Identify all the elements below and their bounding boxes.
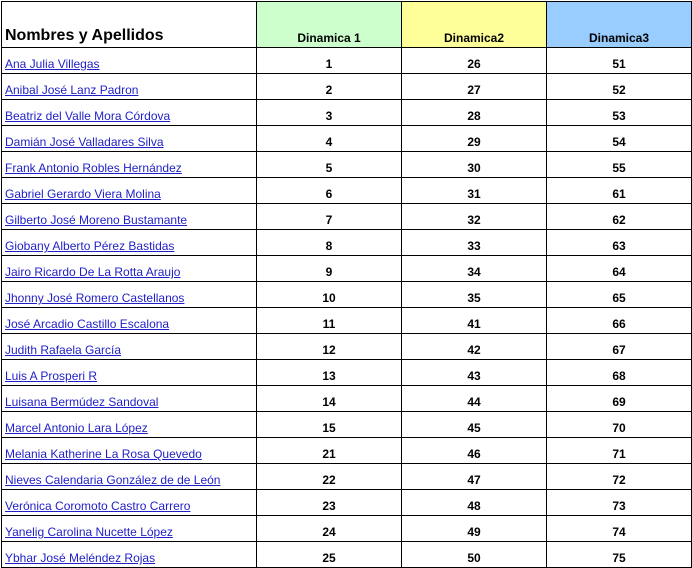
dinamica-3-cell[interactable]: 69 xyxy=(547,386,692,412)
dinamica-2-cell[interactable]: 48 xyxy=(402,490,547,516)
dinamica-2-cell[interactable]: 32 xyxy=(402,204,547,230)
dinamica-3-cell[interactable]: 54 xyxy=(547,126,692,152)
name-link[interactable]: Anibal José Lanz Padron xyxy=(5,83,139,97)
dinamica-2-cell[interactable]: 28 xyxy=(402,100,547,126)
table-row xyxy=(2,152,692,178)
dinamica-2-cell[interactable]: 29 xyxy=(402,126,547,152)
name-cell[interactable] xyxy=(2,256,257,282)
header-dinamica-2[interactable]: Dinamica2 xyxy=(402,2,547,48)
name-link[interactable]: Gabriel Gerardo Viera Molina xyxy=(5,187,161,201)
dinamica-2-cell[interactable]: 34 xyxy=(402,256,547,282)
name-cell[interactable] xyxy=(2,334,257,360)
dinamica-3-cell[interactable]: 66 xyxy=(547,308,692,334)
dinamica-1-cell[interactable]: 21 xyxy=(257,438,402,464)
name-cell[interactable] xyxy=(2,438,257,464)
name-link[interactable]: Ybhar José Meléndez Rojas xyxy=(5,551,156,565)
name-cell[interactable] xyxy=(2,308,257,334)
dinamica-2-cell[interactable]: 49 xyxy=(402,516,547,542)
dinamica-2-cell[interactable]: 31 xyxy=(402,178,547,204)
dinamica-1-cell[interactable]: 6 xyxy=(257,178,402,204)
name-link[interactable]: Ana Julia Villegas xyxy=(5,57,100,71)
dinamica-2-cell[interactable]: 47 xyxy=(402,464,547,490)
name-link[interactable]: Damián José Valladares Silva xyxy=(5,135,164,149)
dinamica-3-cell[interactable]: 74 xyxy=(547,516,692,542)
dinamica-1-cell[interactable]: 11 xyxy=(257,308,402,334)
table-row xyxy=(2,48,692,74)
dinamica-2-cell[interactable]: 46 xyxy=(402,438,547,464)
header-row xyxy=(2,2,692,48)
dinamica-1-cell[interactable]: 2 xyxy=(257,74,402,100)
dinamica-1-cell[interactable]: 13 xyxy=(257,360,402,386)
dinamica-1-cell[interactable]: 3 xyxy=(257,100,402,126)
table-row xyxy=(2,464,692,490)
name-cell[interactable] xyxy=(2,516,257,542)
dinamica-2-cell[interactable]: 26 xyxy=(402,48,547,74)
name-cell[interactable] xyxy=(2,100,257,126)
table-row xyxy=(2,438,692,464)
table-row xyxy=(2,230,692,256)
dinamica-3-cell[interactable]: 72 xyxy=(547,464,692,490)
name-link[interactable]: Frank Antonio Robles Hernández xyxy=(5,161,182,175)
table-row xyxy=(2,516,692,542)
table-row xyxy=(2,542,692,568)
table-row xyxy=(2,386,692,412)
table-row xyxy=(2,126,692,152)
name-cell[interactable] xyxy=(2,74,257,100)
dinamica-3-cell[interactable]: 70 xyxy=(547,412,692,438)
table-row xyxy=(2,490,692,516)
dinamica-1-cell[interactable]: 1 xyxy=(257,48,402,74)
name-link[interactable]: Judith Rafaela García xyxy=(5,343,122,357)
dinamica-1-cell[interactable]: 25 xyxy=(257,542,402,568)
dinamica-1-cell[interactable]: 7 xyxy=(257,204,402,230)
name-link[interactable]: Gilberto José Moreno Bustamante xyxy=(5,213,188,227)
header-names[interactable]: Nombres y Apellidos xyxy=(2,2,257,48)
dinamica-1-cell[interactable]: 10 xyxy=(257,282,402,308)
dinamica-3-cell[interactable]: 73 xyxy=(547,490,692,516)
name-cell[interactable] xyxy=(2,360,257,386)
name-cell[interactable] xyxy=(2,386,257,412)
dinamica-2-cell[interactable]: 45 xyxy=(402,412,547,438)
header-dinamica-1[interactable]: Dinamica 1 xyxy=(257,2,402,48)
name-cell[interactable] xyxy=(2,230,257,256)
name-link[interactable]: Marcel Antonio Lara López xyxy=(5,421,148,435)
name-link[interactable]: Melania Katherine La Rosa Quevedo xyxy=(5,447,202,461)
name-link[interactable]: José Arcadio Castillo Escalona xyxy=(5,317,170,331)
dinamica-3-cell[interactable]: 71 xyxy=(547,438,692,464)
dinamica-3-cell[interactable]: 53 xyxy=(547,100,692,126)
dinamica-2-cell[interactable]: 41 xyxy=(402,308,547,334)
name-link[interactable]: Luis A Prosperi R xyxy=(5,369,98,383)
dinamica-3-cell[interactable]: 51 xyxy=(547,48,692,74)
dinamica-2-cell[interactable]: 27 xyxy=(402,74,547,100)
name-cell[interactable] xyxy=(2,490,257,516)
dinamica-1-cell[interactable]: 12 xyxy=(257,334,402,360)
dinamica-2-cell[interactable]: 43 xyxy=(402,360,547,386)
dinamica-1-cell[interactable]: 4 xyxy=(257,126,402,152)
header-dinamica-3[interactable]: Dinamica3 xyxy=(547,2,692,48)
name-cell[interactable] xyxy=(2,542,257,568)
name-cell[interactable] xyxy=(2,126,257,152)
dinamica-1-cell[interactable]: 22 xyxy=(257,464,402,490)
dinamica-3-cell[interactable]: 68 xyxy=(547,360,692,386)
table-row xyxy=(2,74,692,100)
dinamica-3-cell[interactable]: 75 xyxy=(547,542,692,568)
table-row xyxy=(2,334,692,360)
name-link[interactable]: Yanelig Carolina Nucette López xyxy=(5,525,173,539)
dinamica-2-cell[interactable]: 42 xyxy=(402,334,547,360)
name-link[interactable]: Giobany Alberto Pérez Bastidas xyxy=(5,239,175,253)
name-link[interactable]: Jhonny José Romero Castellanos xyxy=(5,291,185,305)
name-cell[interactable] xyxy=(2,204,257,230)
table-row xyxy=(2,256,692,282)
name-cell[interactable] xyxy=(2,178,257,204)
dinamica-3-cell[interactable]: 67 xyxy=(547,334,692,360)
dinamica-1-cell[interactable]: 14 xyxy=(257,386,402,412)
dinamica-3-cell[interactable]: 64 xyxy=(547,256,692,282)
name-cell[interactable] xyxy=(2,48,257,74)
table-row xyxy=(2,100,692,126)
name-cell[interactable] xyxy=(2,412,257,438)
name-cell[interactable] xyxy=(2,282,257,308)
dinamica-1-cell[interactable]: 5 xyxy=(257,152,402,178)
dinamica-1-cell[interactable]: 9 xyxy=(257,256,402,282)
name-link[interactable]: Nieves Calendaria González de de León xyxy=(5,473,221,487)
table-row xyxy=(2,412,692,438)
dinamica-3-cell[interactable]: 55 xyxy=(547,152,692,178)
name-cell[interactable] xyxy=(2,464,257,490)
table-row xyxy=(2,282,692,308)
dinamica-2-cell[interactable]: 35 xyxy=(402,282,547,308)
dinamica-1-cell[interactable]: 8 xyxy=(257,230,402,256)
table-row xyxy=(2,178,692,204)
name-link[interactable]: Jairo Ricardo De La Rotta Araujo xyxy=(5,265,181,279)
dinamica-1-cell[interactable]: 15 xyxy=(257,412,402,438)
dinamica-3-cell[interactable]: 62 xyxy=(547,204,692,230)
name-link[interactable]: Luisana Bermúdez Sandoval xyxy=(5,395,159,409)
table-row xyxy=(2,360,692,386)
table-row xyxy=(2,204,692,230)
participants-table xyxy=(1,1,692,568)
dinamica-3-cell[interactable]: 65 xyxy=(547,282,692,308)
dinamica-1-cell[interactable]: 23 xyxy=(257,490,402,516)
name-link[interactable]: Beatriz del Valle Mora Córdova xyxy=(5,109,171,123)
dinamica-3-cell[interactable]: 63 xyxy=(547,230,692,256)
dinamica-2-cell[interactable]: 33 xyxy=(402,230,547,256)
dinamica-2-cell[interactable]: 44 xyxy=(402,386,547,412)
dinamica-3-cell[interactable]: 52 xyxy=(547,74,692,100)
name-cell[interactable] xyxy=(2,152,257,178)
dinamica-2-cell[interactable]: 50 xyxy=(402,542,547,568)
dinamica-3-cell[interactable]: 61 xyxy=(547,178,692,204)
dinamica-2-cell[interactable]: 30 xyxy=(402,152,547,178)
table-row xyxy=(2,308,692,334)
dinamica-1-cell[interactable]: 24 xyxy=(257,516,402,542)
name-link[interactable]: Verónica Coromoto Castro Carrero xyxy=(5,499,191,513)
